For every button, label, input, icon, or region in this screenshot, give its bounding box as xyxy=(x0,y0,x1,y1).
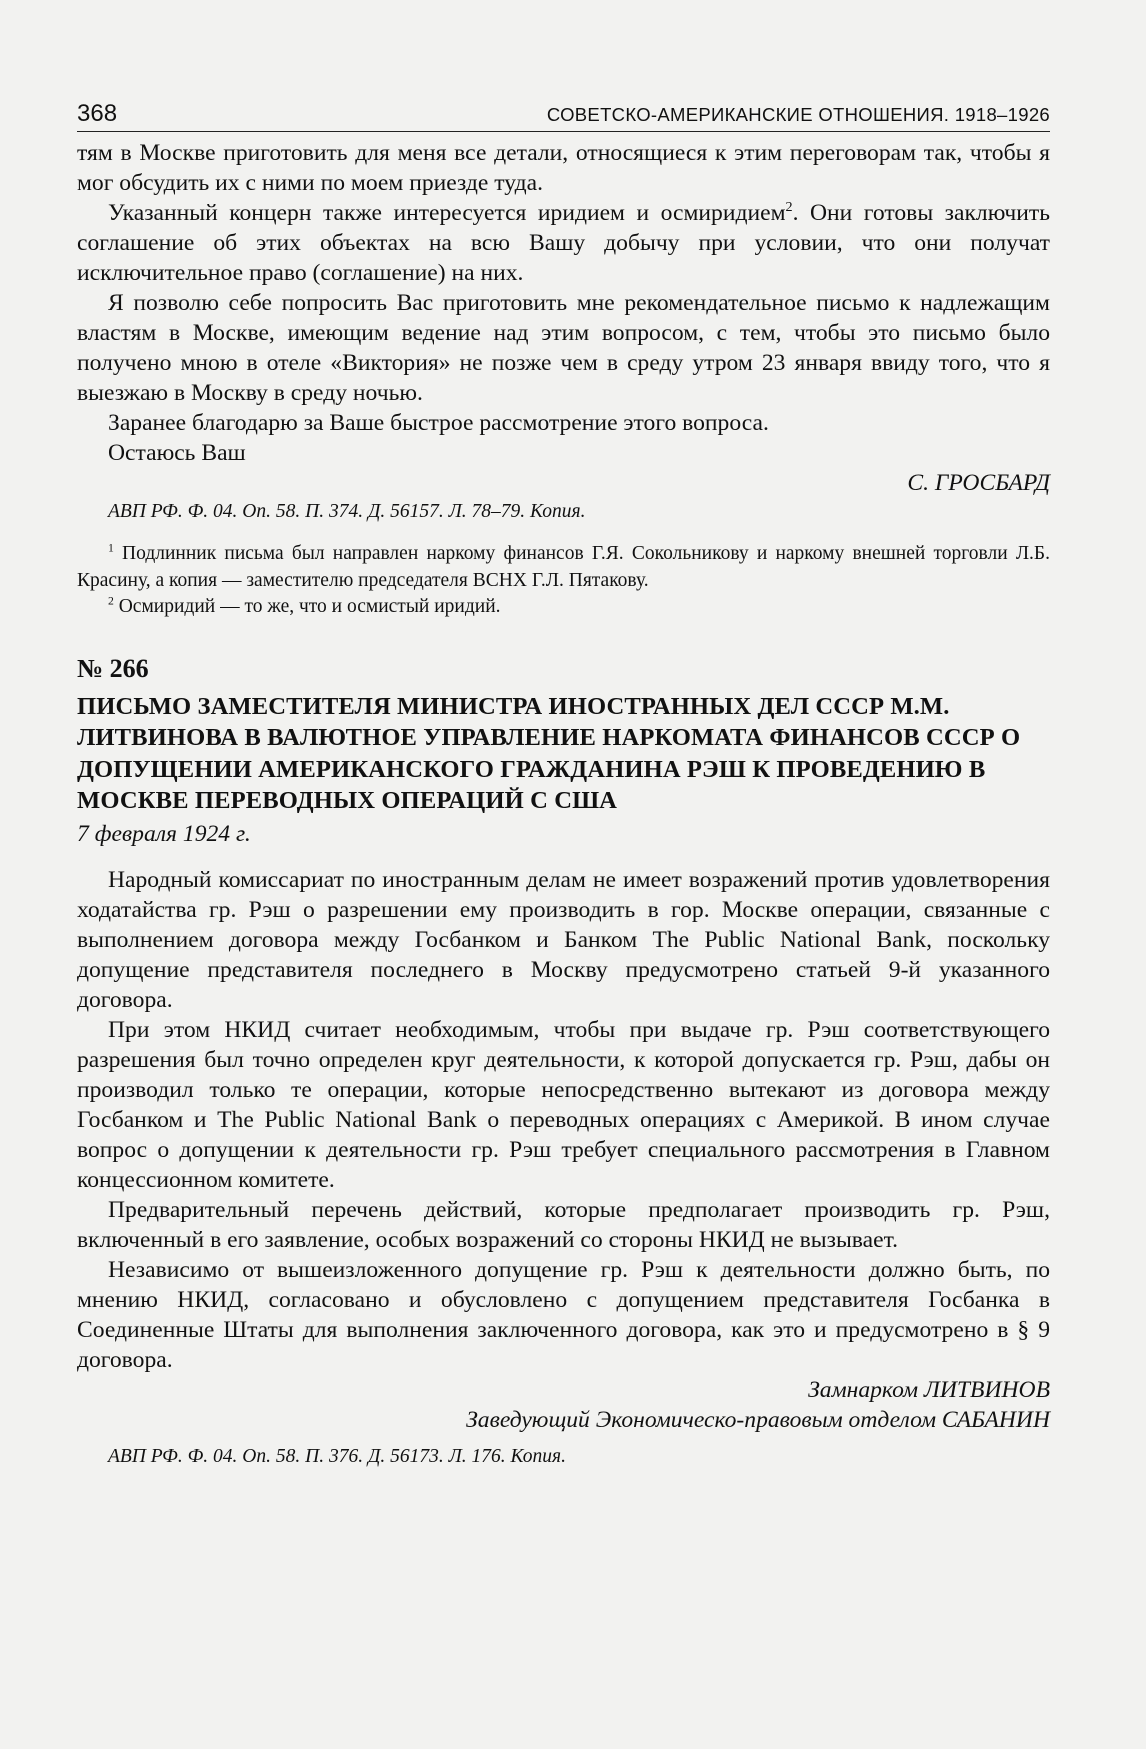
paragraph: Независимо от вышеизложенного допущение гр. Рэш к деятельности должно быть, по мнению НКИД, согласовано и обусловлено с допущением представителя Госбанка в Соединенные Штаты для выполнения заключенного договора, как это и предусмотрено в § 9 договора. xyxy=(77,1256,1050,1373)
document-title: ПИСЬМО ЗАМЕСТИТЕЛЯ МИНИСТРА ИНОСТРАННЫХ ДЕЛ СССР М.М. ЛИТВИНОВА В ВАЛЮТНОЕ УПРАВЛЕНИЕ НАРКОМАТА ФИНАНСОВ СССР О ДОПУЩЕНИИ АМЕРИКАНСКОГО ГРАЖДАНИНА РЭШ К ПРОВЕДЕНИЮ В МОСКВЕ ПЕРЕВОДНЫХ ОПЕРАЦИЙ С США xyxy=(77,692,1021,814)
document-date: 7 февраля 1924 г. xyxy=(77,820,251,847)
paragraph: При этом НКИД считает необходимым, чтобы при выдаче гр. Рэш соответствующего разрешения был точно определен круг деятельности, к которой допускается гр. Рэш, дабы он производил только те операции, которые непосредственно вытекают из договора между Госбанком и The Public National Bank о переводных операциях с Америкой. В ином случае вопрос о допущении к деятельности гр. Рэш требует специального рассмотрения в Главном концессионном комитете. xyxy=(77,1016,1050,1193)
archive-reference: АВП РФ. Ф. 04. Оп. 58. П. 376. Д. 56173. Л. 176. Копия. xyxy=(108,1445,566,1467)
paragraph: Указанный концерн также интересуется иридием и осмиридием$^2$. Они готовы заключить соглашение об этих объектах на всю Вашу добычу при условии, что они получат исключительное право (соглашение) на них. xyxy=(77,199,1050,286)
signature-sabanin: Заведующий Экономическо-правовым отделом САБАНИН xyxy=(466,1406,1050,1433)
document-number: № 266 xyxy=(77,653,149,683)
footnote: $^2$ Осмиридий — то же, что и осмистый иридий. xyxy=(108,594,501,617)
page-number: 368 xyxy=(77,100,118,127)
signature-litvinov: Замнарком ЛИТВИНОВ xyxy=(808,1376,1050,1403)
book-page xyxy=(77,100,1050,1470)
paragraph: Предварительный перечень действий, которые предполагает производить гр. Рэш, включенный в его заявление, особых возражений со стороны НКИД не вызывает. xyxy=(77,1196,1050,1253)
paragraph: Заранее благодарю за Ваше быстрое рассмотрение этого вопроса. xyxy=(108,410,769,436)
paragraph: Я позволю себе попросить Вас приготовить мне рекомендательное письмо к надлежащим властям в Москве, имеющим ведение над этим вопросом, с тем, чтобы это письмо было получено мною в отеле «Виктория» не позже чем в среду утром 23 января ввиду того, что я выезжаю в Москву в среду ночью. xyxy=(77,290,1050,406)
footnote-ref[interactable]: 2 xyxy=(785,199,793,216)
archive-reference: АВП РФ. Ф. 04. Оп. 58. П. 374. Д. 56157. Л. 78–79. Копия. xyxy=(108,501,586,522)
paragraph: тям в Москве приготовить для меня все детали, относящиеся к этим переговорам так, чтобы я мог обсудить их с ними по моем приезде туда. xyxy=(77,140,1050,196)
document-266 xyxy=(77,653,1050,1470)
page-header xyxy=(77,100,1050,132)
paragraph: Народный комиссариат по иностранным делам не имеет возражений против удовлетворения ходатайства гр. Рэш о разрешении ему производить в гор. Москве операции, связанные с выполнением договора между Госбанком и Банком The Public National Bank, поскольку допущение представителя последнего в Москву предусмотрено статьей 9-й указанного договора. xyxy=(77,866,1050,1013)
footnote: $^1$ Подлинник письма был направлен наркому финансов Г.Я. Сокольникову и наркому внешней торговли Л.Б. Красину, а копия — заместителю председателя ВСНХ Г.Л. Пятакову. xyxy=(77,541,1051,591)
footnotes xyxy=(77,541,1050,621)
signature: С. ГРОСБАРД xyxy=(907,470,1050,496)
paragraph: Остаюсь Ваш xyxy=(108,440,246,466)
previous-document-continuation xyxy=(77,138,1050,525)
running-head: СОВЕТСКО-АМЕРИКАНСКИЕ ОТНОШЕНИЯ. 1918–1926 xyxy=(546,104,1050,125)
